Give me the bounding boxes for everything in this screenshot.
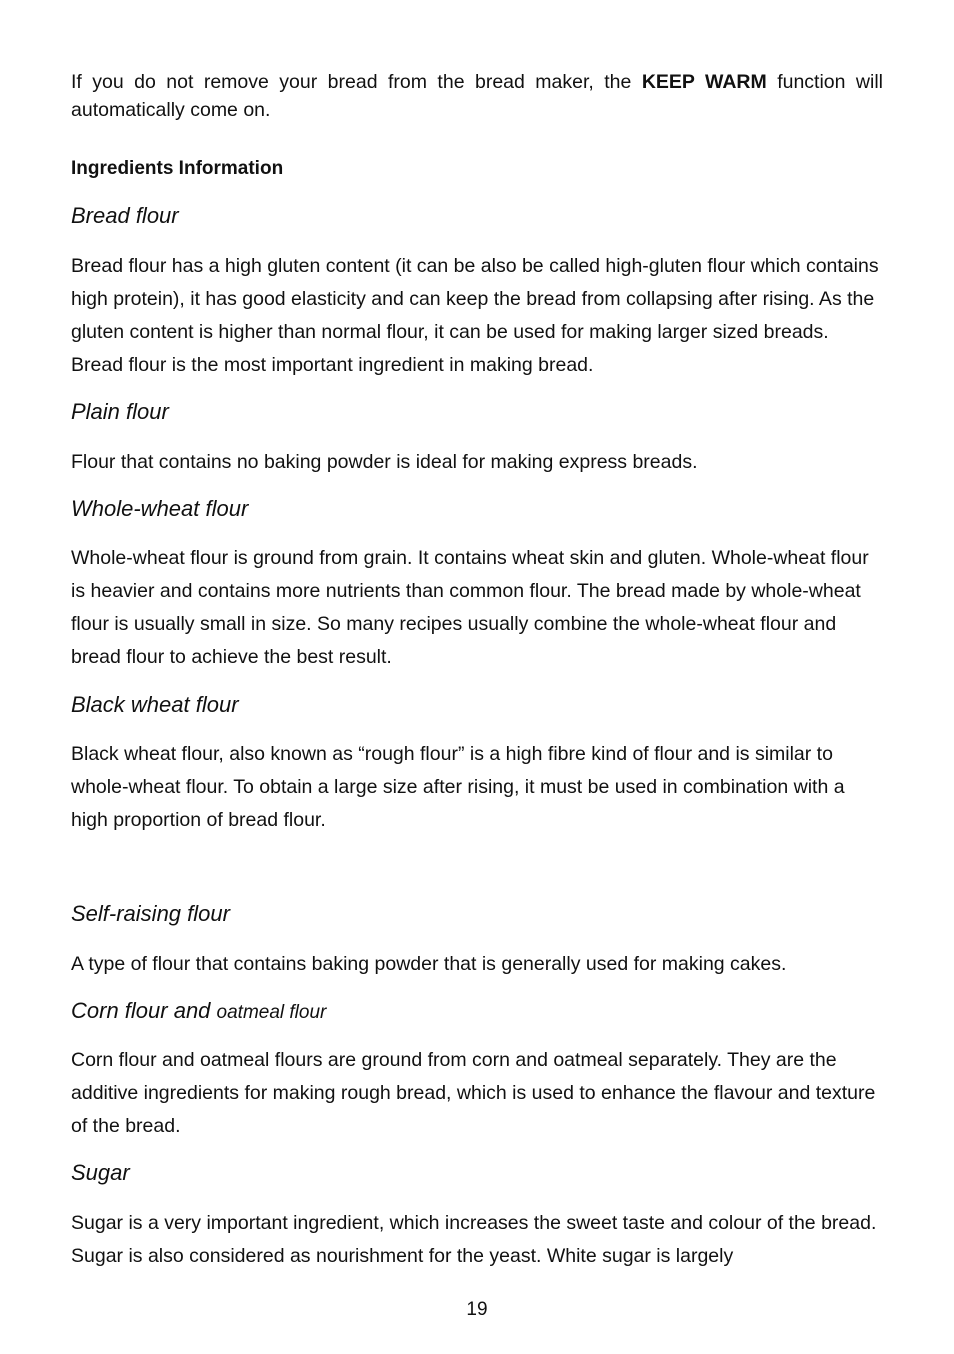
body-whole-wheat-flour: Whole-wheat flour is ground from grain. It contains wheat skin and gluten. Whole-wheat flour is heavier and contains more nutrients than common flour. The bread made by whole-wheat flour is usually small in size. So many recipes usually combine the whole-wheat flour and bread flour to achieve the best result. [71, 547, 869, 668]
intro-text-start: If you do not remove your bread from the bread maker, the [71, 71, 642, 93]
keep-warm-note [71, 68, 883, 124]
page-number: 19 [466, 1299, 488, 1320]
body-plain-flour: Flour that contains no baking powder is ideal for making express breads. [71, 451, 698, 473]
body-sugar: Sugar is a very important ingredient, which increases the sweet taste and colour of the bread. Sugar is also considered as nourishment for the yeast. White sugar is largely [71, 1212, 877, 1267]
body-bread-flour: Bread flour has a high gluten content (it can be also be called high-gluten flour which contains high protein), it has good elasticity and can keep the bread from collapsing after rising. As the gluten content is higher than normal flour, it can be used for making larger sized breads. Bread flour is the most important ingredient in making bread. [71, 255, 879, 376]
keep-warm-label: KEEP WARM [641, 71, 767, 93]
heading-corn-oatmeal-flour [71, 996, 326, 1028]
heading-plain-flour: Plain flour [71, 399, 169, 424]
body-black-wheat-flour: Black wheat flour, also known as “rough flour” is a high fibre kind of flour and is similar to whole-wheat flour. To obtain a large size after rising, it must be used in combination with a high proportion of bread flour. [71, 743, 845, 831]
section-title: Ingredients Information [71, 158, 284, 179]
heading-bread-flour: Bread flour [71, 203, 179, 228]
heading-self-raising-flour: Self-raising flour [71, 901, 230, 926]
body-self-raising-flour: A type of flour that contains baking powder that is generally used for making cakes. [71, 953, 787, 975]
heading-sugar: Sugar [71, 1160, 130, 1185]
body-corn-oatmeal-flour: Corn flour and oatmeal flours are ground from corn and oatmeal separately. They are the additive ingredients for making rough bread, which is used to enhance the flavour and texture of the bread. [71, 1049, 876, 1137]
heading-corn-flour-part: Corn flour and [71, 998, 217, 1023]
heading-whole-wheat-flour: Whole-wheat flour [71, 496, 249, 521]
heading-black-wheat-flour: Black wheat flour [71, 692, 239, 717]
intro-text-end: function will automatically come on. [71, 71, 884, 121]
heading-oatmeal-flour-part: oatmeal flour [216, 1002, 327, 1023]
